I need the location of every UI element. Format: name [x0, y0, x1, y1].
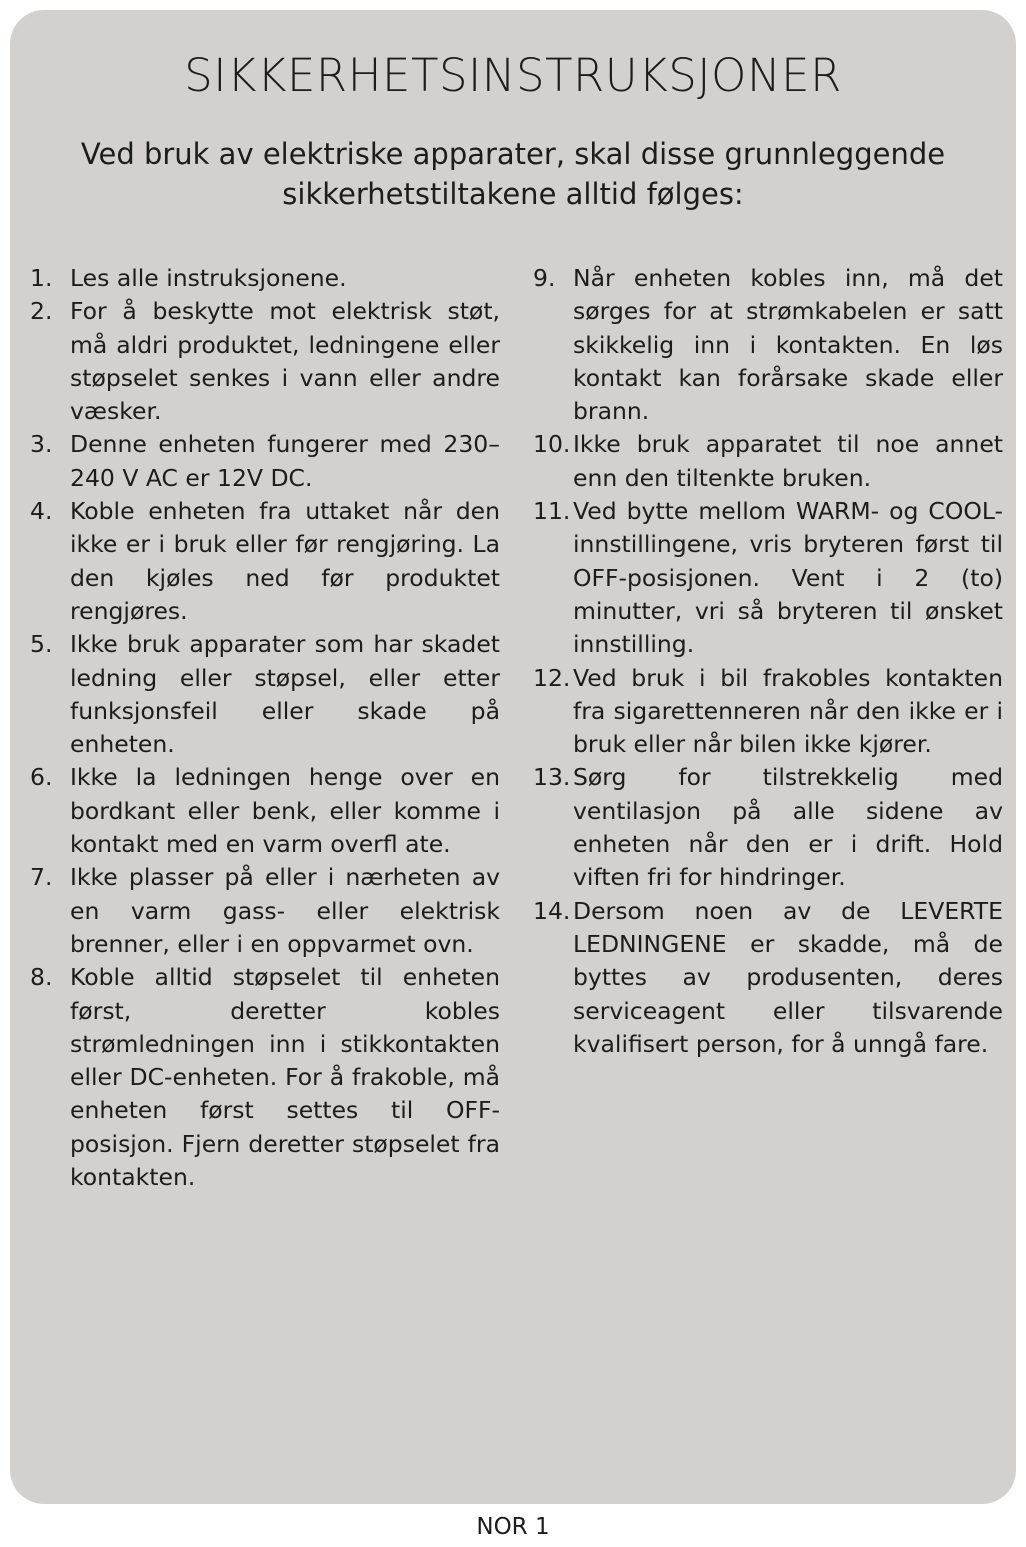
list-item: [30, 861, 500, 961]
list-item: [533, 495, 1003, 661]
item-number: 10.: [533, 430, 571, 459]
list-item: [533, 895, 1003, 1061]
page-subtitle: Ved bruk av elektriske apparater, skal disse grunnleggende sikkerhetstiltakene alltid følges:: [80, 137, 946, 211]
list-item: [533, 262, 1003, 428]
list-item: [30, 428, 500, 495]
item-text: Koble alltid støpselet til enheten først, deretter kobles strømledningen inn i stikkontakten eller DC-enheten. For å frakoble, må enheten først settes til OFF-posisjon. Fjern deretter støpselet fra kontakten.: [70, 963, 500, 1192]
page-number: NOR 1: [476, 1514, 550, 1540]
item-number: 14.: [533, 896, 571, 925]
item-text: Ikke la ledningen henge over en bordkant eller benk, eller komme i kontakt med en varm overfl ate.: [70, 763, 500, 859]
item-number: 2.: [30, 297, 53, 326]
page-title: SIKKERHETSINSTRUKSJONER: [184, 49, 842, 102]
item-text: Ikke bruk apparater som har skadet ledning eller støpsel, eller etter funksjonsfeil eller skade på enheten.: [70, 630, 500, 759]
item-text: Les alle instruksjonene.: [70, 264, 347, 292]
item-text: Ved bruk i bil frakobles kontakten fra sigarettenneren når den ikke er i bruk eller når bilen ikke kjører.: [573, 663, 1003, 759]
list-item: [533, 662, 1003, 762]
list-item: [533, 761, 1003, 894]
item-text: For å beskytte mot elektrisk støt, må aldri produktet, ledningene eller støpselet senkes i vann eller andre væsker.: [70, 297, 500, 426]
list-item: [30, 262, 500, 295]
item-text: Dersom noen av de LEVERTE LEDNINGENE er skadde, må de byttes av produsenten, deres serviceagent eller tilsvarende kvalifisert person, for å unngå fare.: [573, 896, 1003, 1058]
item-text: Denne enheten fungerer med 230–240 V AC er 12V DC.: [70, 430, 500, 492]
item-number: 5.: [30, 630, 53, 659]
item-text: Ikke plasser på eller i nærheten av en varm gass- eller elektrisk brenner, eller i en oppvarmet ovn.: [70, 863, 500, 958]
instruction-list-left: [30, 262, 500, 1194]
item-number: 11.: [533, 497, 571, 526]
item-text: Når enheten kobles inn, må det sørges for at strømkabelen er satt skikkelig inn i kontakten. En løs kontakt kan forårsake skade eller brann.: [573, 264, 1003, 426]
list-item: [30, 961, 500, 1194]
item-text: Koble enheten fra uttaket når den ikke er i bruk eller før rengjøring. La den kjøles ned før produktet rengjøres.: [70, 497, 500, 625]
item-number: 12.: [533, 663, 571, 692]
list-item: [533, 428, 1003, 495]
list-item: [30, 761, 500, 861]
item-number: 1.: [30, 264, 53, 292]
list-item: [30, 295, 500, 428]
item-number: 9.: [533, 264, 556, 292]
item-number: 3.: [30, 430, 53, 459]
item-number: 13.: [533, 763, 571, 792]
item-text: Sørg for tilstrekkelig med ventilasjon på alle sidene av enheten når den er i drift. Hold viften fri for hindringer.: [573, 763, 1003, 892]
item-number: 4.: [30, 497, 53, 526]
list-item: [30, 628, 500, 761]
item-text: Ikke bruk apparatet til noe annet enn den tiltenkte bruken.: [573, 430, 1003, 492]
item-text: Ved bytte mellom WARM- og COOL-innstillingene, vris bryteren først til OFF-posisjonen. Vent i 2 (to) minutter, vri så bryteren til ønsket innstilling.: [573, 497, 1003, 659]
item-number: 8.: [30, 963, 53, 992]
instruction-list-right: [533, 262, 1003, 1061]
item-number: 6.: [30, 763, 53, 792]
item-number: 7.: [30, 863, 53, 892]
list-item: [30, 495, 500, 628]
